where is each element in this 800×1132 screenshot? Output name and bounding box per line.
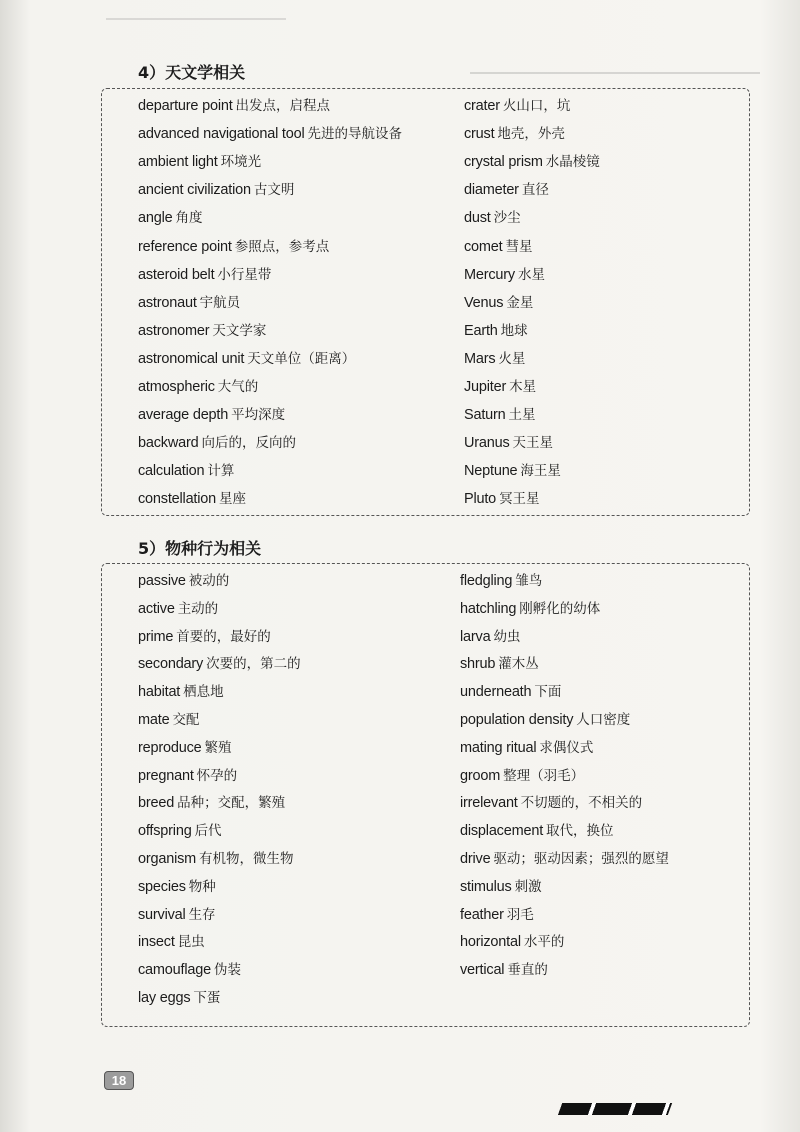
vocab-chinese: 角度 (175, 210, 203, 227)
vocab-chinese: 昆虫 (177, 934, 205, 951)
vocab-chinese: 冥王星 (499, 491, 540, 508)
vocab-entry (460, 628, 520, 646)
vocab-chinese: 宇航员 (199, 294, 241, 311)
vocab-chinese: 水星 (517, 266, 545, 283)
vocab-entry (138, 125, 402, 143)
vocab-english: shrub (460, 656, 496, 673)
vocab-english: Venus (464, 294, 504, 311)
vocab-entry (138, 294, 240, 312)
vocab-entry (464, 378, 536, 396)
vocab-chinese: 金星 (506, 294, 534, 311)
vocab-entry (138, 739, 232, 757)
vocab-entry (464, 322, 528, 340)
vocab-entry (138, 97, 330, 115)
vocab-chinese: 有机物，微生物 (199, 851, 294, 867)
vocab-chinese: 大气的 (217, 379, 259, 395)
vocab-chinese: 古文明 (253, 182, 295, 199)
vocab-english: Saturn (464, 407, 506, 424)
vocab-english: camouflage (138, 962, 211, 979)
vocab-entry (464, 125, 565, 143)
vocab-entry (460, 933, 564, 951)
vocab-english: species (138, 878, 186, 895)
vocab-entry (138, 490, 246, 508)
vocab-english: secondary (138, 656, 204, 673)
vocab-entry (138, 711, 199, 729)
vocab-box-astronomy (101, 88, 750, 516)
vocab-chinese: 刚孵化的幼体 (519, 600, 601, 617)
vocab-english: vertical (460, 962, 505, 979)
vocab-english: crust (464, 126, 495, 143)
vocab-english: survival (138, 906, 186, 923)
vocab-chinese: 参照点，参考点 (234, 238, 330, 255)
vocab-entry (138, 822, 222, 840)
vocab-entry (138, 572, 229, 590)
vocab-chinese: 天王星 (512, 435, 554, 452)
vocab-entry (138, 767, 237, 785)
vocab-entry (464, 153, 600, 171)
vocab-chinese: 天文单位（距离） (247, 350, 356, 367)
vocab-chinese: 地球 (500, 322, 528, 339)
vocab-entry (138, 906, 216, 924)
vocab-english: Uranus (464, 435, 510, 452)
vocab-chinese: 交配 (172, 712, 200, 728)
vocab-english: ancient civilization (138, 182, 251, 199)
vocab-english: Mercury (464, 266, 515, 283)
vocab-chinese: 主动的 (177, 600, 219, 617)
vocab-entry (464, 406, 536, 424)
vocab-english: crystal prism (464, 154, 543, 171)
vocab-english: Neptune (464, 463, 518, 480)
vocab-chinese: 水晶棱镜 (545, 154, 600, 171)
vocab-english: breed (138, 795, 175, 812)
vocab-chinese: 被动的 (188, 573, 230, 589)
vocab-chinese: 垂直的 (507, 962, 548, 979)
vocab-entry (138, 794, 285, 812)
vocab-english: lay eggs (138, 990, 191, 1006)
vocab-entry (460, 767, 584, 785)
vocab-entry (464, 209, 521, 227)
vocab-chinese: 栖息地 (183, 684, 224, 701)
vocab-english: groom (460, 767, 501, 784)
vocab-chinese: 取代，换位 (546, 823, 614, 840)
vocab-chinese: 海王星 (520, 463, 561, 480)
vocab-chinese: 木星 (509, 379, 537, 395)
vocab-english: dust (464, 210, 491, 227)
vocab-english: active (138, 600, 175, 617)
vocab-chinese: 品种；交配，繁殖 (177, 795, 286, 812)
vocab-chinese: 水平的 (523, 934, 565, 951)
vocab-english: comet (464, 238, 503, 255)
vocab-english: backward (138, 435, 199, 452)
vocab-entry (460, 961, 548, 979)
vocab-chinese: 小行星带 (217, 266, 272, 283)
vocab-chinese: 求偶仪式 (539, 739, 594, 756)
vocab-english: mating ritual (460, 739, 537, 756)
vocab-english: Jupiter (464, 379, 507, 395)
vocab-chinese: 生存 (188, 906, 216, 923)
vocab-english: atmospheric (138, 379, 215, 395)
vocab-chinese: 首要的，最好的 (176, 628, 271, 645)
vocab-entry (138, 434, 296, 452)
vocab-english: irrelevant (460, 795, 518, 812)
vocab-chinese: 火山口，坑 (502, 98, 571, 114)
vocab-chinese: 怀孕的 (196, 767, 238, 784)
vocab-entry (464, 97, 570, 115)
vocab-english: fledgling (460, 573, 513, 589)
vocab-english: angle (138, 210, 173, 227)
vocab-chinese: 幼虫 (493, 628, 521, 645)
vocab-entry (460, 794, 642, 812)
vocab-entry (138, 406, 285, 424)
vocab-entry (460, 739, 593, 757)
vocab-chinese: 下蛋 (193, 990, 221, 1006)
vocab-english: astronomical unit (138, 350, 245, 367)
vocab-entry (464, 462, 561, 480)
vocab-entry (464, 181, 549, 199)
vocab-entry (138, 238, 329, 256)
vocab-english: habitat (138, 684, 181, 701)
vocab-entry (464, 294, 533, 312)
vocab-english: average depth (138, 407, 229, 424)
vocab-english: Mars (464, 350, 496, 367)
vocab-english: insect (138, 934, 175, 951)
vocab-english: hatchling (460, 600, 517, 617)
vocab-entry (138, 378, 258, 396)
vocab-english: passive (138, 573, 186, 589)
vocab-entry (138, 628, 271, 646)
page-number: 18 (104, 1071, 134, 1090)
vocab-chinese: 不切题的，不相关的 (520, 795, 643, 812)
vocab-entry (138, 655, 301, 673)
vocab-entry (138, 961, 241, 979)
vocab-chinese: 驱动；驱动因素；强烈的愿望 (493, 851, 669, 867)
vocab-english: Pluto (464, 491, 497, 508)
vocab-chinese: 灌木丛 (498, 656, 539, 673)
vocab-english: mate (138, 712, 170, 728)
vocab-chinese: 火星 (498, 350, 526, 367)
vocab-chinese: 直径 (521, 182, 549, 199)
vocab-english: reproduce (138, 739, 202, 756)
vocab-english: stimulus (460, 878, 512, 895)
vocab-chinese: 先进的导航设备 (307, 126, 403, 143)
vocab-entry (138, 266, 271, 284)
vocab-english: asteroid belt (138, 266, 215, 283)
vocab-entry (460, 850, 669, 868)
vocab-entry (138, 153, 261, 171)
vocab-entry (460, 572, 542, 590)
vocab-entry (464, 350, 525, 368)
vocab-chinese: 向后的，反向的 (201, 435, 296, 452)
vocab-english: larva (460, 628, 491, 645)
section-title-astronomy: 4）天文学相关 (138, 63, 246, 82)
section-title-species-behavior: 5）物种行为相关 (138, 539, 262, 558)
vocab-entry (138, 181, 294, 199)
vocab-english: underneath (460, 684, 532, 701)
vocab-chinese: 星座 (219, 491, 247, 508)
vocab-chinese: 羽毛 (506, 906, 534, 923)
vocab-entry (138, 683, 224, 701)
vocab-chinese: 土星 (508, 407, 536, 424)
vocab-entry (138, 933, 205, 951)
vocab-english: drive (460, 851, 491, 867)
vocab-chinese: 计算 (207, 463, 235, 480)
vocab-english: reference point (138, 238, 232, 255)
bleed-through-line (106, 18, 286, 20)
vocab-entry (138, 322, 266, 340)
vocab-english: prime (138, 628, 174, 645)
vocab-chinese: 次要的，第二的 (206, 656, 301, 673)
vocab-chinese: 出发点，启程点 (235, 98, 331, 114)
vocab-english: organism (138, 851, 197, 867)
vocab-english: crater (464, 98, 500, 114)
vocab-chinese: 下面 (534, 684, 562, 701)
vocab-entry (460, 878, 542, 896)
vocab-entry (460, 655, 539, 673)
vocab-entry (464, 266, 545, 284)
vocab-chinese: 繁殖 (204, 739, 232, 756)
vocab-english: pregnant (138, 767, 194, 784)
vocab-box-species-behavior (101, 563, 750, 1027)
vocab-english: ambient light (138, 154, 218, 171)
vocab-entry (460, 906, 534, 924)
vocab-entry (138, 989, 220, 1007)
vocab-entry (464, 238, 533, 256)
vocab-english: constellation (138, 491, 217, 508)
vocab-english: diameter (464, 182, 519, 199)
decorative-bar (558, 1103, 672, 1115)
vocab-entry (460, 711, 630, 729)
vocab-english: advanced navigational tool (138, 126, 305, 143)
vocab-english: displacement (460, 823, 544, 840)
vocab-english: feather (460, 906, 504, 923)
vocab-chinese: 彗星 (505, 238, 533, 255)
vocab-english: departure point (138, 98, 233, 114)
vocab-chinese: 整理（羽毛） (503, 767, 585, 784)
vocab-english: calculation (138, 463, 205, 480)
vocab-entry (138, 850, 294, 868)
vocab-entry (138, 350, 355, 368)
vocab-english: offspring (138, 823, 192, 840)
vocab-chinese: 伪装 (213, 962, 241, 979)
vocab-english: astronomer (138, 322, 210, 339)
vocab-entry (138, 600, 218, 618)
vocab-entry (460, 683, 561, 701)
vocab-entry (138, 209, 202, 227)
vocab-chinese: 沙尘 (493, 210, 521, 227)
vocab-entry (138, 878, 216, 896)
vocab-english: population density (460, 712, 574, 728)
vocab-entry (460, 822, 614, 840)
vocab-chinese: 刺激 (514, 878, 542, 895)
vocab-chinese: 平均深度 (231, 407, 286, 424)
vocab-chinese: 环境光 (220, 154, 262, 171)
vocab-entry (464, 490, 540, 508)
vocab-chinese: 雏鸟 (515, 573, 543, 589)
vocab-entry (460, 600, 600, 618)
vocab-chinese: 物种 (188, 878, 216, 895)
vocab-chinese: 地壳，外壳 (497, 126, 565, 143)
vocab-chinese: 人口密度 (576, 712, 631, 728)
vocab-english: astronaut (138, 294, 197, 311)
vocab-entry (138, 462, 234, 480)
vocab-chinese: 天文学家 (212, 322, 267, 339)
vocab-english: Earth (464, 322, 498, 339)
vocab-entry (464, 434, 553, 452)
vocab-chinese: 后代 (194, 823, 222, 840)
vocab-english: horizontal (460, 934, 521, 951)
